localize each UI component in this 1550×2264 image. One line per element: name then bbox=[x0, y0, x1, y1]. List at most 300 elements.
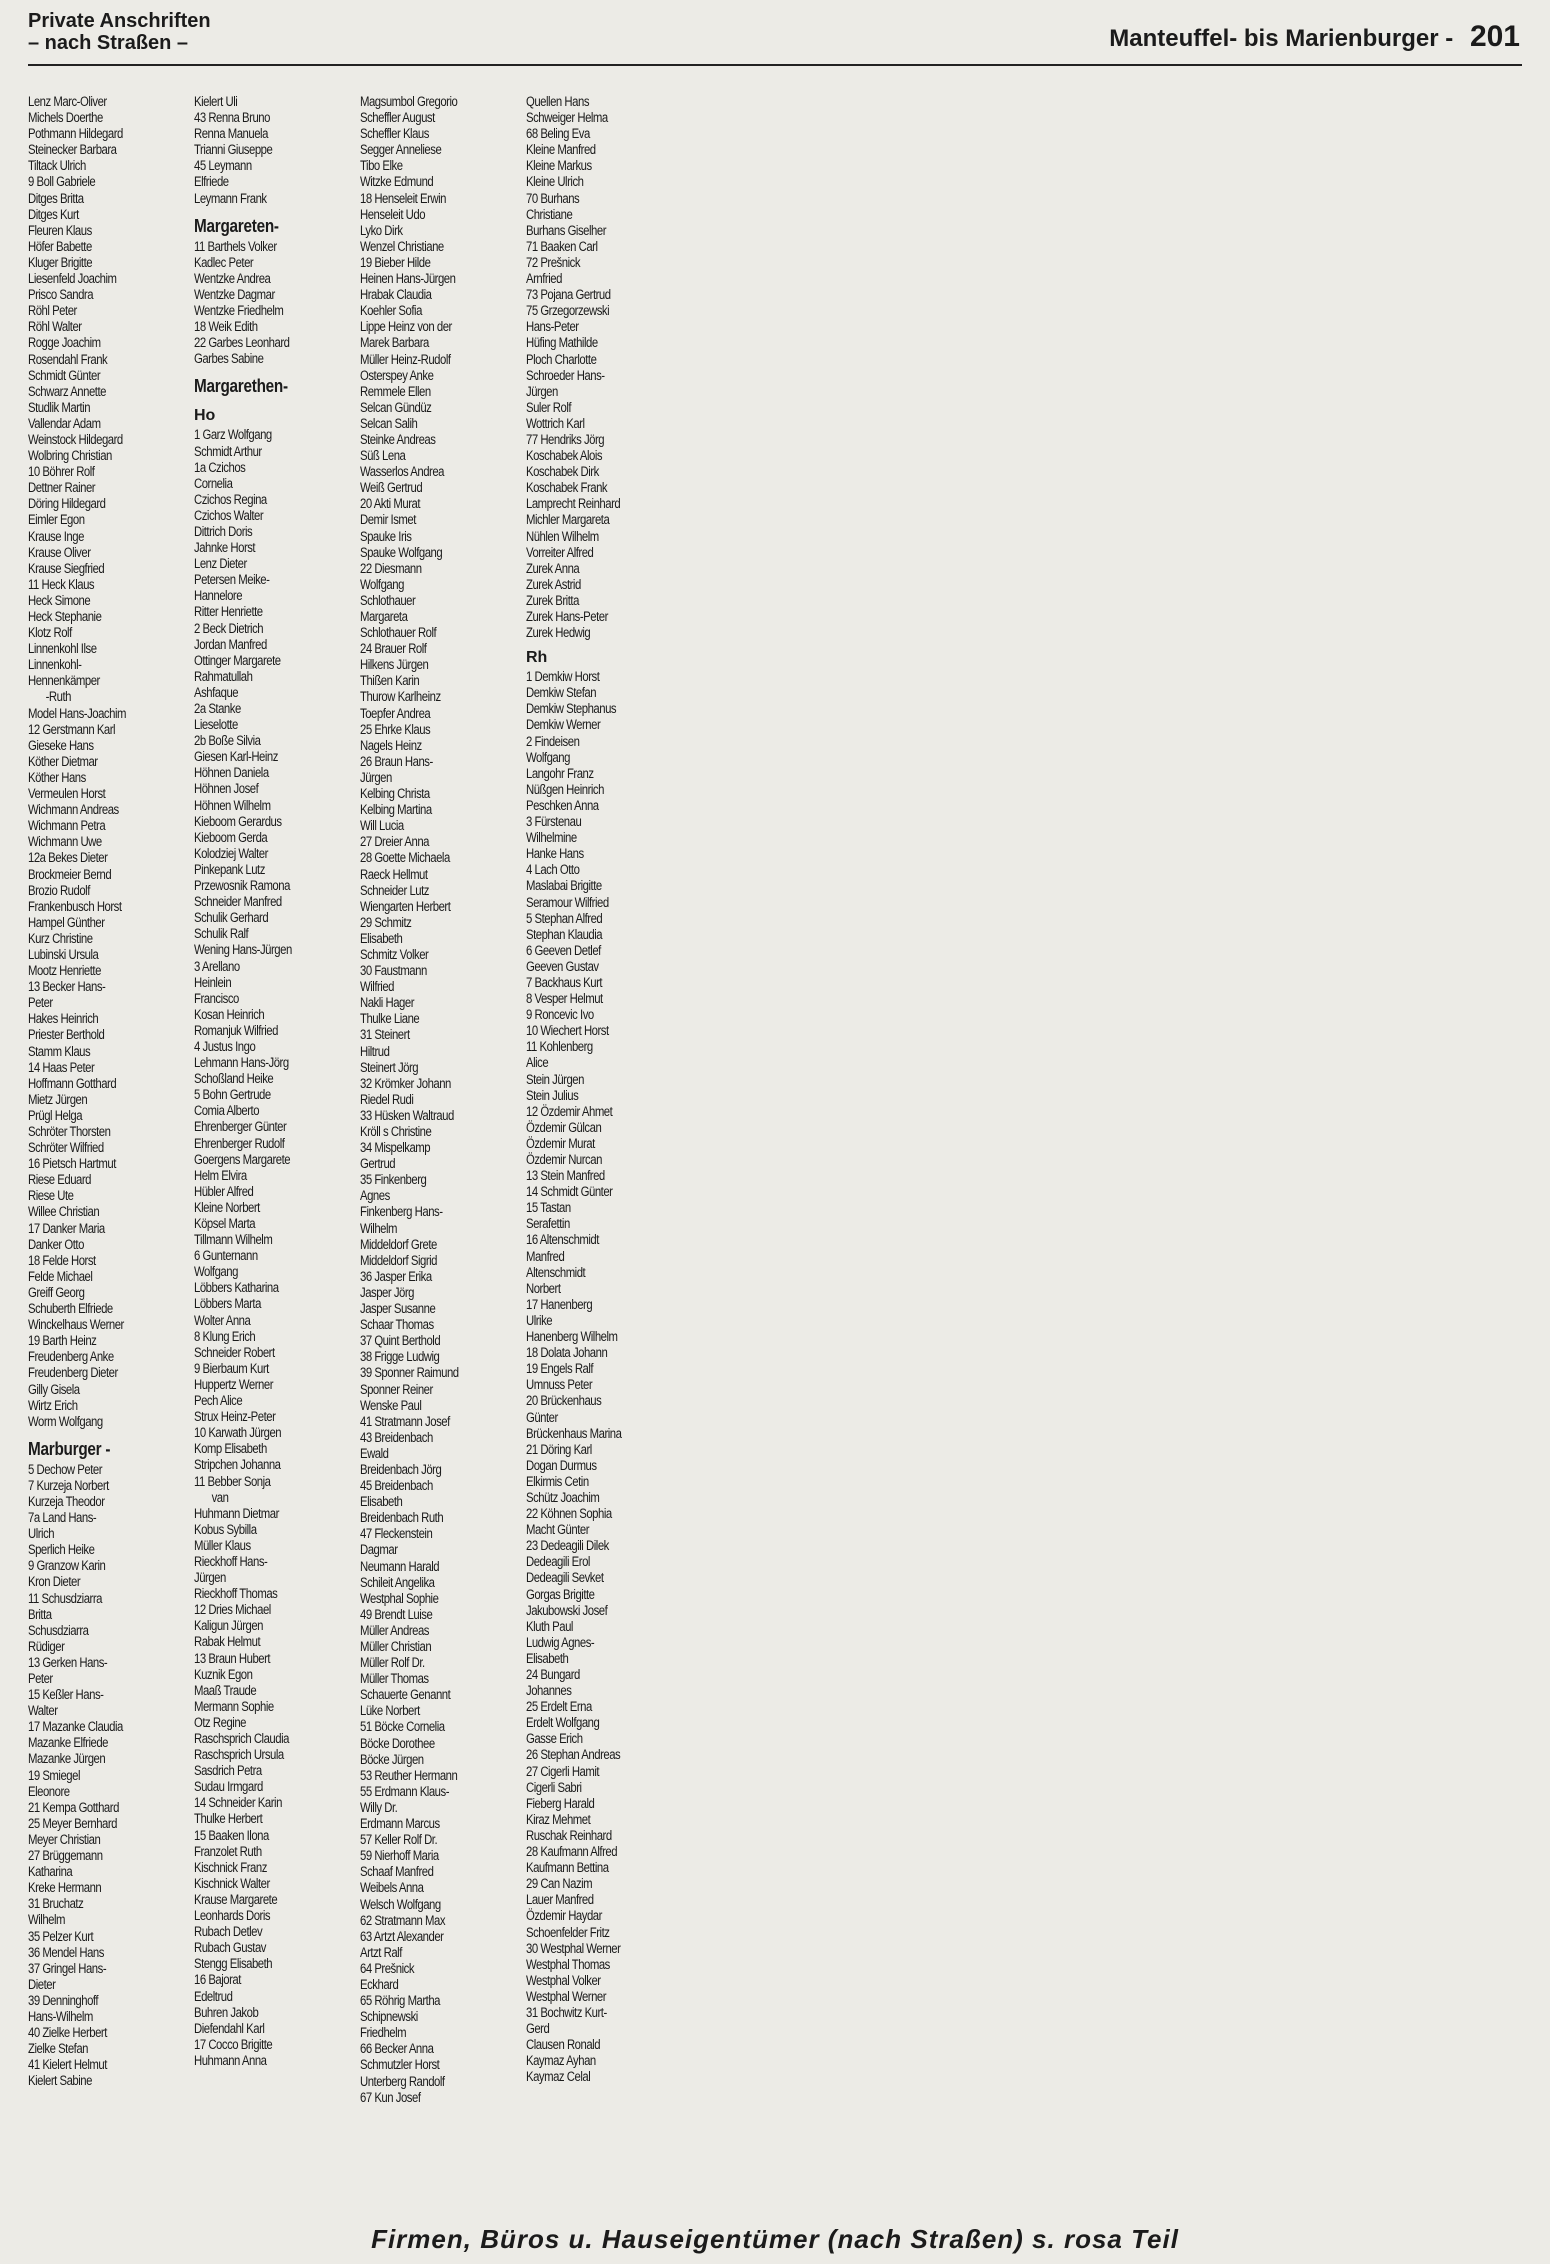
directory-entry: Schulik Ralf bbox=[194, 926, 249, 943]
directory-entry: Schweiger Helma bbox=[526, 110, 608, 127]
directory-entry: Komp Elisabeth bbox=[194, 1441, 267, 1458]
directory-entry: Osterspey Anke bbox=[360, 367, 434, 384]
directory-entry: Demkiw Stefan bbox=[526, 685, 597, 702]
directory-entry: 38 Frigge Ludwig bbox=[360, 1349, 440, 1366]
directory-entry: Schneider Robert bbox=[194, 1344, 275, 1361]
directory-entry: Wasserlos Andrea bbox=[360, 464, 445, 481]
directory-entry: Segger Anneliese bbox=[360, 142, 442, 159]
directory-entry: 19 Barth Heinz bbox=[28, 1333, 97, 1350]
directory-entry: 5 Stephan Alfred bbox=[526, 910, 603, 927]
directory-entry: Kaymaz Celal bbox=[526, 2069, 591, 2086]
directory-entry: 21 Kempa Gotthard bbox=[28, 1799, 119, 1816]
directory-entry: 55 Erdmann Klaus- bbox=[360, 1783, 449, 1800]
directory-entry: Quellen Hans bbox=[526, 94, 590, 110]
directory-entry: 11 Kohlenberg bbox=[526, 1039, 593, 1056]
directory-entry: Rogge Joachim bbox=[28, 335, 101, 352]
directory-entry: 17 Hanenberg bbox=[526, 1296, 593, 1313]
directory-entry: Kadlec Peter bbox=[194, 254, 254, 271]
directory-entry: Romanjuk Wilfried bbox=[194, 1022, 278, 1039]
page-number: 201 bbox=[1469, 20, 1520, 53]
page-footer: Firmen, Büros u. Hauseigentümer (nach Straßen) s. rosa Teil bbox=[371, 2224, 1179, 2254]
directory-entry: Wilhelmine bbox=[526, 830, 577, 847]
directory-columns bbox=[28, 94, 1522, 2212]
directory-entry: Maaß Traude bbox=[194, 1682, 257, 1699]
street-heading: Margarethen- bbox=[194, 376, 288, 397]
directory-entry: 15 Tastan bbox=[526, 1200, 571, 1217]
page-header-left bbox=[28, 10, 211, 54]
directory-entry: 13 Gerken Hans- bbox=[28, 1654, 108, 1671]
directory-entry: Breidenbach Ruth bbox=[360, 1510, 444, 1527]
directory-entry: 17 Cocco Brigitte bbox=[194, 2036, 273, 2053]
directory-entry: 31 Bruchatz bbox=[28, 1896, 84, 1913]
directory-entry: Kleine Manfred bbox=[526, 142, 596, 159]
directory-entry: Cornelia bbox=[194, 475, 233, 492]
directory-entry: Rieckhoff Hans- bbox=[194, 1553, 268, 1570]
directory-entry: Böcke Dorothee bbox=[360, 1735, 435, 1752]
directory-entry: 15 Baaken Ilona bbox=[194, 1827, 269, 1844]
directory-entry: Umnuss Peter bbox=[526, 1377, 593, 1394]
header-title: Manteuffel- bis Marienburger - bbox=[1109, 25, 1454, 52]
directory-entry: Thulke Liane bbox=[360, 1011, 420, 1028]
directory-entry: Ulrike bbox=[526, 1312, 553, 1329]
directory-entry: Zurek Britta bbox=[526, 592, 579, 609]
directory-entry: Meyer Christian bbox=[28, 1831, 101, 1848]
directory-entry: Hüfing Mathilde bbox=[526, 335, 598, 352]
directory-entry: Schuberth Elfriede bbox=[28, 1301, 113, 1318]
directory-entry: Ditges Kurt bbox=[28, 206, 79, 223]
directory-entry: Petersen Meike- bbox=[194, 572, 270, 589]
directory-entry: Norbert bbox=[526, 1280, 561, 1297]
directory-entry: 24 Brauer Rolf bbox=[360, 641, 427, 658]
directory-entry: Selcan Gündüz bbox=[360, 399, 432, 416]
directory-entry: Hiltrud bbox=[360, 1043, 390, 1060]
directory-entry: Ludwig Agnes- bbox=[526, 1634, 595, 1651]
directory-entry: Diefendahl Karl bbox=[194, 2020, 265, 2037]
header-line-2: – nach Straßen – bbox=[28, 32, 189, 54]
directory-entry: Britta bbox=[28, 1606, 52, 1623]
directory-entry: Schröter Wilfried bbox=[28, 1140, 104, 1157]
directory-entry: Prisco Sandra bbox=[28, 287, 94, 304]
directory-entry: Elfriede bbox=[194, 174, 229, 191]
directory-entry: Vorreiter Alfred bbox=[526, 544, 594, 561]
directory-entry: Müller Christian bbox=[360, 1639, 432, 1655]
directory-entry: 62 Stratmann Max bbox=[360, 1912, 446, 1929]
directory-entry: 40 Zielke Herbert bbox=[28, 2025, 107, 2042]
directory-entry: Freudenberg Dieter bbox=[28, 1365, 118, 1382]
directory-entry: Schlothauer Rolf bbox=[360, 625, 437, 642]
directory-entry: Rabak Helmut bbox=[194, 1634, 261, 1651]
directory-entry: 59 Nierhoff Maria bbox=[360, 1848, 439, 1865]
directory-entry: Sasdrich Petra bbox=[194, 1763, 262, 1780]
directory-entry: Peter bbox=[28, 1671, 53, 1687]
directory-entry: Eleonore bbox=[28, 1783, 70, 1800]
directory-entry: Özdemir Haydar bbox=[526, 1908, 602, 1925]
directory-entry: Kischnick Walter bbox=[194, 1875, 270, 1892]
directory-entry: Peschken Anna bbox=[526, 797, 599, 814]
directory-entry: 30 Faustmann bbox=[360, 963, 427, 980]
directory-entry: Kaymaz Ayhan bbox=[526, 2053, 596, 2070]
directory-entry: 12a Bekes Dieter bbox=[28, 850, 108, 867]
directory-entry: Nühlen Wilhelm bbox=[526, 528, 599, 545]
directory-entry: Comia Alberto bbox=[194, 1103, 260, 1120]
directory-entry: Kieboom Gerda bbox=[194, 829, 268, 846]
directory-entry: Trianni Giuseppe bbox=[194, 142, 273, 159]
directory-entry: Hanenberg Wilhelm bbox=[526, 1329, 618, 1346]
directory-entry: Katharina bbox=[28, 1864, 73, 1881]
directory-entry: Selcan Salih bbox=[360, 415, 418, 432]
directory-entry: Greiff Georg bbox=[28, 1284, 85, 1301]
directory-entry: Schaaf Manfred bbox=[360, 1864, 434, 1881]
directory-entry: Scheffler August bbox=[360, 110, 435, 127]
directory-entry: Gorgas Brigitte bbox=[526, 1586, 595, 1603]
directory-entry: 11 Schusdziarra bbox=[28, 1590, 102, 1607]
directory-entry: Jordan Manfred bbox=[194, 636, 267, 653]
directory-entry: Kielert Sabine bbox=[28, 2073, 92, 2090]
directory-entry: Heinlein bbox=[194, 974, 232, 991]
directory-entry: Spauke Wolfgang bbox=[360, 544, 443, 561]
directory-entry: Stengg Elisabeth bbox=[194, 1956, 273, 1973]
directory-entry: Dedeagili Sevket bbox=[526, 1570, 604, 1587]
directory-entry: Kiraz Mehmet bbox=[526, 1811, 591, 1828]
district-heading: Rh bbox=[526, 649, 548, 667]
directory-entry: 2 Findeisen bbox=[526, 733, 580, 750]
directory-entry: 18 Dolata Johann bbox=[526, 1345, 608, 1362]
directory-entry: Studlik Martin bbox=[28, 399, 91, 416]
directory-entry: Jürgen bbox=[194, 1570, 226, 1587]
directory-entry: 77 Hendriks Jörg bbox=[526, 431, 605, 448]
directory-entry: Gasse Erich bbox=[526, 1731, 583, 1748]
directory-entry: Zurek Hans-Peter bbox=[526, 609, 608, 625]
directory-entry: 18 Henseleit Erwin bbox=[360, 190, 446, 207]
directory-entry: Brozio Rudolf bbox=[28, 882, 90, 899]
directory-entry: Schoßland Heike bbox=[194, 1071, 274, 1088]
directory-entry: Schneider Lutz bbox=[360, 882, 429, 899]
directory-entry: 29 Schmitz bbox=[360, 914, 412, 931]
directory-entry: Mazanke Jürgen bbox=[28, 1751, 106, 1768]
directory-entry: Maslabai Brigitte bbox=[526, 878, 602, 895]
directory-entry: Höfer Babette bbox=[28, 238, 92, 255]
directory-entry: 7 Kurzeja Norbert bbox=[28, 1477, 109, 1494]
directory-entry: 2 Beck Dietrich bbox=[194, 620, 264, 637]
directory-entry: Hennenkämper bbox=[28, 673, 100, 690]
directory-entry: Huhmann Anna bbox=[194, 2052, 267, 2069]
directory-entry: Wiengarten Herbert bbox=[360, 898, 451, 915]
directory-entry: Brückenhaus Marina bbox=[526, 1425, 622, 1442]
directory-entry: Ritter Henriette bbox=[194, 604, 263, 621]
directory-entry: 16 Bajorat bbox=[194, 1972, 241, 1989]
directory-entry: Wolfgang bbox=[360, 576, 404, 593]
directory-entry: 15 Keßler Hans- bbox=[28, 1687, 104, 1704]
directory-entry: Unterberg Randolf bbox=[360, 2073, 445, 2090]
directory-entry: Wilhelm bbox=[360, 1220, 397, 1237]
directory-entry: Dettner Rainer bbox=[28, 480, 96, 497]
directory-entry: Schroeder Hans- bbox=[526, 367, 605, 384]
directory-entry: Alice bbox=[526, 1055, 549, 1072]
directory-entry: 14 Haas Peter bbox=[28, 1059, 95, 1076]
directory-column bbox=[194, 94, 360, 2212]
directory-entry: 2b Boße Silvia bbox=[194, 733, 261, 750]
directory-entry: 10 Wiechert Horst bbox=[526, 1023, 609, 1040]
directory-entry: Müller Andreas bbox=[360, 1622, 429, 1639]
directory-entry: Hans-Wilhelm bbox=[28, 2008, 93, 2025]
directory-entry: Tibo Elke bbox=[360, 158, 403, 175]
directory-entry: Frankenbusch Horst bbox=[28, 898, 122, 915]
directory-entry: Riedel Rudi bbox=[360, 1091, 414, 1108]
directory-entry: Kluth Paul bbox=[526, 1618, 573, 1635]
directory-entry: 2a Stanke bbox=[194, 701, 241, 717]
directory-entry: Jasper Susanne bbox=[360, 1301, 436, 1318]
directory-entry: 12 Özdemir Ahmet bbox=[526, 1103, 613, 1120]
directory-entry: Leonhards Doris bbox=[194, 1908, 271, 1925]
directory-entry: 29 Can Nazim bbox=[526, 1876, 593, 1893]
directory-entry: Özdemir Murat bbox=[526, 1135, 595, 1152]
directory-entry: Ashfaque bbox=[194, 684, 239, 701]
directory-entry: Steinecker Barbara bbox=[28, 142, 117, 159]
directory-entry: Agnes bbox=[360, 1188, 390, 1205]
directory-entry: Schröter Thorsten bbox=[28, 1124, 111, 1140]
directory-entry: Kaligun Jürgen bbox=[194, 1618, 264, 1635]
directory-entry: Demkiw Stephanus bbox=[526, 701, 617, 718]
directory-entry: Köther Dietmar bbox=[28, 753, 98, 770]
directory-entry: Will Lucia bbox=[360, 818, 404, 835]
directory-entry: Thißen Karin bbox=[360, 673, 420, 690]
directory-entry: Jürgen bbox=[360, 769, 392, 786]
directory-entry: Wening Hans-Jürgen bbox=[194, 942, 292, 959]
directory-entry: 70 Burhans bbox=[526, 190, 580, 207]
directory-entry: Altenschmidt bbox=[526, 1264, 586, 1281]
directory-entry: 13 Becker Hans- bbox=[28, 979, 106, 996]
directory-entry: Sudau Irmgard bbox=[194, 1779, 263, 1796]
directory-entry: Thulke Herbert bbox=[194, 1811, 263, 1828]
directory-entry: Elkirmis Cetin bbox=[526, 1473, 589, 1490]
directory-entry: Elisabeth bbox=[360, 1494, 403, 1511]
directory-entry: Röhl Peter bbox=[28, 303, 77, 320]
directory-entry: 27 Cigerli Hamit bbox=[526, 1763, 600, 1780]
directory-entry: 16 Pietsch Hartmut bbox=[28, 1156, 116, 1173]
directory-entry: Gilly Gisela bbox=[28, 1381, 80, 1398]
directory-entry: van bbox=[211, 1489, 229, 1506]
directory-entry: Przewosnik Ramona bbox=[194, 878, 290, 895]
directory-entry: Stephan Klaudia bbox=[526, 926, 603, 943]
directory-entry: 36 Mendel Hans bbox=[28, 1944, 104, 1961]
directory-entry: Witzke Edmund bbox=[360, 174, 434, 191]
directory-entry: Franzolet Ruth bbox=[194, 1843, 262, 1860]
directory-entry: Wirtz Erich bbox=[28, 1397, 78, 1414]
directory-entry: Müller Rolf Dr. bbox=[360, 1655, 425, 1672]
directory-entry: Stamm Klaus bbox=[28, 1043, 91, 1060]
directory-entry: Lüke Norbert bbox=[360, 1703, 420, 1720]
directory-entry: Wilfried bbox=[360, 979, 394, 996]
directory-entry: Klotz Rolf bbox=[28, 625, 72, 642]
directory-entry: 30 Westphal Werner bbox=[526, 1940, 621, 1957]
directory-entry: Westphal Thomas bbox=[526, 1956, 610, 1973]
directory-entry: 20 Akti Murat bbox=[360, 496, 420, 513]
directory-entry: Özdemir Nurcan bbox=[526, 1152, 602, 1168]
directory-entry: Buhren Jakob bbox=[194, 2004, 259, 2021]
directory-entry: Özdemir Gülcan bbox=[526, 1119, 602, 1136]
directory-entry: Wichmann Petra bbox=[28, 818, 106, 835]
directory-entry: Schmutzler Horst bbox=[360, 2057, 440, 2074]
directory-entry: Ditges Britta bbox=[28, 190, 84, 207]
directory-entry: Koschabek Frank bbox=[526, 480, 608, 497]
directory-entry: Kieboom Gerardus bbox=[194, 813, 282, 830]
directory-entry: 9 Granzow Karin bbox=[28, 1558, 106, 1575]
directory-entry: Rieckhoff Thomas bbox=[194, 1586, 278, 1603]
directory-entry: Hanke Hans bbox=[526, 846, 584, 863]
directory-entry: 24 Bungard bbox=[526, 1667, 580, 1683]
page-header-right bbox=[1109, 20, 1520, 54]
directory-entry: Margareta bbox=[360, 609, 408, 625]
directory-entry: Sponner Reiner bbox=[360, 1381, 433, 1398]
directory-entry: Dittrich Doris bbox=[194, 523, 253, 540]
directory-entry: Elisabeth bbox=[526, 1650, 569, 1667]
directory-entry: 73 Pojana Gertrud bbox=[526, 287, 611, 304]
directory-entry: Kurzeja Theodor bbox=[28, 1493, 105, 1510]
directory-entry: Huhmann Dietmar bbox=[194, 1505, 279, 1522]
directory-entry: Scheffler Klaus bbox=[360, 126, 429, 143]
directory-entry: Prügl Helga bbox=[28, 1107, 83, 1124]
directory-entry: Thurow Karlheinz bbox=[360, 689, 441, 706]
directory-entry: 22 Köhnen Sophia bbox=[526, 1506, 612, 1523]
directory-entry: Westphal Volker bbox=[526, 1972, 601, 1989]
directory-entry: Renna Manuela bbox=[194, 126, 268, 143]
directory-entry: Schaar Thomas bbox=[360, 1317, 434, 1334]
directory-entry: Jahnke Horst bbox=[194, 540, 256, 557]
directory-entry: Ruschak Reinhard bbox=[526, 1827, 612, 1844]
directory-entry: 10 Böhrer Rolf bbox=[28, 464, 95, 481]
directory-entry: Heck Simone bbox=[28, 592, 91, 609]
directory-entry: 25 Meyer Bernhard bbox=[28, 1815, 117, 1832]
directory-entry: 4 Justus Ingo bbox=[194, 1038, 256, 1055]
directory-entry: Gertrud bbox=[360, 1156, 396, 1173]
directory-entry: 66 Becker Anna bbox=[360, 2041, 434, 2058]
directory-entry: Toepfer Andrea bbox=[360, 705, 431, 722]
directory-entry: Stein Julius bbox=[526, 1087, 579, 1104]
directory-entry: Rosendahl Frank bbox=[28, 351, 108, 368]
directory-entry: 8 Klung Erich bbox=[194, 1328, 256, 1345]
directory-entry: Kleine Norbert bbox=[194, 1199, 260, 1216]
directory-column bbox=[526, 94, 692, 2212]
directory-entry: 67 Kun Josef bbox=[360, 2089, 421, 2106]
directory-entry: 47 Fleckenstein bbox=[360, 1526, 433, 1543]
directory-entry: Wichmann Uwe bbox=[28, 834, 102, 851]
directory-entry: Lubinski Ursula bbox=[28, 946, 99, 963]
directory-entry: 13 Stein Manfred bbox=[526, 1168, 605, 1185]
directory-entry: 22 Garbes Leonhard bbox=[194, 335, 290, 352]
directory-entry: 41 Stratmann Josef bbox=[360, 1413, 450, 1430]
directory-entry: 9 Roncevic Ivo bbox=[526, 1007, 594, 1024]
directory-entry: 75 Grzegorzewski bbox=[526, 303, 610, 320]
directory-entry: Kobus Sybilla bbox=[194, 1521, 257, 1538]
directory-entry: Dieter bbox=[28, 1976, 56, 1993]
directory-entry: 65 Röhrig Martha bbox=[360, 1993, 441, 2010]
directory-entry: Serafettin bbox=[526, 1216, 570, 1233]
directory-entry: Magsumbol Gregorio bbox=[360, 94, 458, 110]
header-line-1: Private Anschriften bbox=[28, 10, 211, 32]
directory-entry: Rubach Gustav bbox=[194, 1940, 266, 1957]
directory-entry: Wentzke Dagmar bbox=[194, 286, 275, 303]
directory-entry: Sperlich Heike bbox=[28, 1542, 95, 1559]
directory-entry: Löbbers Katharina bbox=[194, 1280, 279, 1297]
directory-entry: 16 Altenschmidt bbox=[526, 1232, 599, 1249]
directory-entry: 11 Barthels Volker bbox=[194, 238, 277, 255]
directory-entry: Wolfgang bbox=[194, 1264, 238, 1281]
directory-entry: Schauerte Genannt bbox=[360, 1687, 451, 1704]
directory-entry: Westphal Sophie bbox=[360, 1590, 439, 1607]
directory-entry: Middeldorf Sigrid bbox=[360, 1252, 438, 1269]
directory-entry: 19 Engels Ralf bbox=[526, 1361, 594, 1378]
directory-entry: Wolter Anna bbox=[194, 1312, 251, 1329]
directory-entry: Höhnen Josef bbox=[194, 781, 259, 798]
directory-entry: 26 Stephan Andreas bbox=[526, 1747, 621, 1764]
directory-entry: Jakubowski Josef bbox=[526, 1602, 608, 1619]
directory-entry: 22 Diesmann bbox=[360, 560, 422, 577]
directory-entry: Riese Ute bbox=[28, 1188, 74, 1205]
directory-entry: Czichos Walter bbox=[194, 507, 264, 524]
directory-entry: Fleuren Klaus bbox=[28, 222, 92, 239]
directory-entry: Demkiw Werner bbox=[526, 717, 601, 734]
directory-entry: 36 Jasper Erika bbox=[360, 1268, 432, 1285]
directory-entry: 12 Dries Michael bbox=[194, 1602, 271, 1619]
directory-entry: Wilhelm bbox=[28, 1912, 65, 1929]
directory-entry: 71 Baaken Carl bbox=[526, 238, 598, 255]
directory-entry: Cigerli Sabri bbox=[526, 1779, 582, 1796]
directory-entry: Francisco bbox=[194, 990, 239, 1007]
directory-entry: Mootz Henriette bbox=[28, 963, 101, 980]
directory-entry: Lamprecht Reinhard bbox=[526, 496, 621, 513]
directory-entry: Röhl Walter bbox=[28, 319, 82, 336]
directory-entry: 11 Heck Klaus bbox=[28, 576, 95, 593]
directory-entry: Geeven Gustav bbox=[526, 958, 599, 975]
directory-entry: 45 Leymann bbox=[194, 158, 252, 175]
directory-entry: Kleine Markus bbox=[526, 158, 592, 175]
directory-entry: Spauke Iris bbox=[360, 528, 412, 545]
directory-entry: 5 Bohn Gertrude bbox=[194, 1087, 271, 1104]
directory-entry: Willee Christian bbox=[28, 1204, 100, 1221]
directory-entry: Czichos Regina bbox=[194, 491, 267, 508]
directory-entry: Höhnen Daniela bbox=[194, 765, 269, 782]
directory-entry: Welsch Wolfgang bbox=[360, 1896, 441, 1913]
directory-entry: 1a Czichos bbox=[194, 459, 246, 476]
directory-entry: Nüßgen Heinrich bbox=[526, 781, 604, 798]
directory-entry: Manfred bbox=[526, 1248, 565, 1265]
directory-entry: Kaufmann Bettina bbox=[526, 1860, 609, 1877]
directory-entry: Koschabek Dirk bbox=[526, 464, 599, 481]
directory-entry: Nakli Hager bbox=[360, 995, 415, 1012]
directory-entry: Dedeagili Erol bbox=[526, 1554, 590, 1571]
directory-entry: Krause Oliver bbox=[28, 544, 91, 561]
directory-entry: Remmele Ellen bbox=[360, 383, 431, 400]
directory-entry: 33 Hüsken Waltraud bbox=[360, 1107, 454, 1124]
directory-entry: Hans-Peter bbox=[526, 319, 579, 336]
directory-entry: 7a Land Hans- bbox=[28, 1510, 97, 1527]
directory-entry: Kron Dieter bbox=[28, 1574, 81, 1591]
directory-entry: Schoenfelder Fritz bbox=[526, 1924, 610, 1941]
directory-entry: Garbes Sabine bbox=[194, 351, 264, 368]
directory-entry: Krause Siegfried bbox=[28, 560, 105, 577]
directory-entry: 39 Sponner Raimund bbox=[360, 1365, 459, 1382]
directory-entry: Gieseke Hans bbox=[28, 737, 94, 754]
directory-entry: Schmidt Arthur bbox=[194, 443, 262, 460]
directory-entry: Clausen Ronald bbox=[526, 2037, 601, 2054]
directory-entry: Dagmar bbox=[360, 1542, 398, 1559]
directory-entry: Worm Wolfgang bbox=[28, 1413, 103, 1430]
directory-entry: 72 Prešnick bbox=[526, 254, 581, 271]
directory-entry: Finkenberg Hans- bbox=[360, 1204, 443, 1221]
directory-entry: 1 Garz Wolfgang bbox=[194, 427, 272, 444]
directory-entry: Kolodziej Walter bbox=[194, 845, 268, 862]
directory-entry: 6 Geeven Detlef bbox=[526, 942, 601, 959]
